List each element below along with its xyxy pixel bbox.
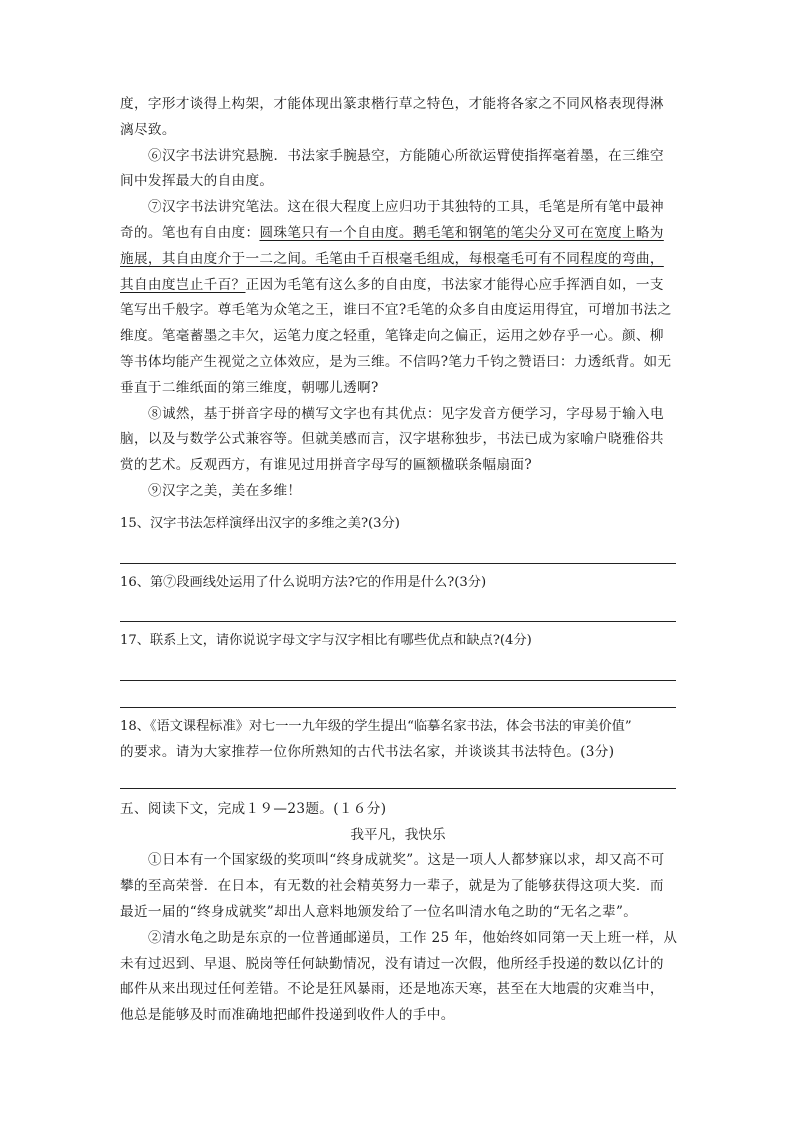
- answer-line-15[interactable]: [120, 537, 676, 564]
- section-5-paragraph-2-line: 他总是能够及时而准确地把邮件投递到收件人的手中。: [120, 1007, 455, 1024]
- section-5-paragraph-2-line: 邮件从来出现过任何差错。不论是狂风暴雨，还是地冻天寒，甚至在大地震的灾难当中，: [120, 981, 664, 998]
- underlined-passage: 其自由度岂止千百？: [120, 276, 246, 293]
- paragraph-7-line: 垂直于二维纸面的第三维度，朝哪儿透啊?: [120, 379, 379, 396]
- section-5-paragraph-1-line: ①日本有一个国家级的奖项叫“终身成就奖”。这是一项人人都梦寐以求，却又高不可: [148, 852, 665, 869]
- section-5-paragraph-2-line: 未有过迟到、早退、脱岗等任何缺勤情况，没有请过一次假，他所经手投递的数以亿计的: [120, 955, 664, 972]
- paragraph-8-line: 赏的艺术。反观西方，有谁见过用拼音字母写的匾额楹联条幅扇面?: [120, 457, 533, 474]
- paragraph-6-line: ⑥汉字书法讲究悬腕．书法家手腕悬空，方能随心所欲运臂使指挥毫着墨，在三维空: [148, 147, 664, 164]
- section-5-heading: 五、阅读下文，完成１９—23题。(１６分): [120, 800, 387, 817]
- paragraph-8-line: 脑，以及与数学公式兼容等。但就美感而言，汉字堪称独步，书法已成为家喻户晓雅俗共: [120, 431, 664, 448]
- answer-line-17[interactable]: [120, 654, 676, 681]
- paragraph-7-line: ⑦汉字书法讲究笔法。这在很大程度上应归功于其独特的工具，毛笔是所有笔中最神: [148, 199, 664, 216]
- paragraph-5-line: 度，字形才谈得上构架，才能体现出篆隶楷行草之特色，才能将各家之不同风格表现得淋: [120, 96, 664, 112]
- paragraph-7-line: 维度。笔毫蓄墨之丰欠，运笔力度之轻重，笔锋走向之偏正，运用之妙存乎一心。颜、柳: [120, 328, 664, 345]
- paragraph-6-line: 间中发挥最大的自由度。: [120, 173, 274, 190]
- answer-line-17[interactable]: [120, 681, 676, 708]
- section-5-paragraph-1-line: 攀的至高荣誉．在日本，有无数的社会精英努力一辈子，就是为了能够获得这项大奖．而: [120, 878, 664, 895]
- paragraph-9-line: ⑨汉字之美，美在多维！: [148, 482, 302, 499]
- question-15: 15、汉字书法怎样演绎出汉字的多维之美?(3分): [120, 515, 400, 531]
- question-18: 18、《语文课程标准》对七一一九年级的学生提出“临摹名家书法，体会书法的审美价值”: [120, 719, 632, 735]
- paragraph-7-text: 奇的。笔也有自由度：: [120, 224, 260, 241]
- answer-line-16[interactable]: [120, 595, 676, 622]
- paragraph-7-line: 等书体均能产生视觉之立体效应，是为三维。不信吗?笔力千钧之赞语曰：力透纸背。如无: [120, 353, 672, 370]
- section-5-paragraph-1-line: 最近一届的“终身成就奖”却出人意料地颁发给了一位名叫清水龟之助的“无名之辈”。: [120, 903, 638, 920]
- question-17: 17、联系上文，请你说说字母文字与汉字相比有哪些优点和缺点?(4分): [120, 633, 532, 649]
- paragraph-7-line: [120, 273, 676, 299]
- paragraph-7-text: 正因为毛笔有这么多的自由度，书法家才能得心应手挥洒自如，一支: [245, 276, 664, 293]
- underlined-passage: 施展，其自由度介于一二之间。毛笔由千百根毫毛组成，每根毫毛可有不同程度的弯曲，: [120, 250, 664, 267]
- article-title: 我平凡，我快乐: [350, 826, 446, 843]
- paragraph-7-line: 笔写出千般字。尊毛笔为众笔之王，谁曰不宜?毛笔的众多自由度运用得宜，可增加书法之: [120, 302, 672, 319]
- section-5-paragraph-2-line: ②清水龟之助是东京的一位普通邮递员，工作 25 年，他始终如同第一天上班一样，从: [148, 929, 678, 946]
- paragraph-7-line: [120, 247, 676, 273]
- answer-line-18[interactable]: [120, 766, 676, 789]
- document-page: [120, 92, 676, 1029]
- underlined-passage: 圆珠笔只有一个自由度。鹅毛笔和钢笔的笔尖分叉可在宽度上略为: [259, 224, 664, 241]
- paragraph-5-line: 漓尽致。: [120, 121, 176, 138]
- paragraph-7-line: [120, 221, 676, 247]
- paragraph-8-line: ⑧诚然，基于拼音字母的横写文字也有其优点：见字发音方便学习，字母易于输入电: [148, 405, 664, 422]
- question-16: 16、第⑦段画线处运用了什么说明方法?它的作用是什么?(3分): [120, 574, 487, 590]
- question-18-line: 的要求。请为大家推荐一位你所熟知的古代书法名家，并谈谈其书法特色。(3分): [120, 743, 615, 760]
